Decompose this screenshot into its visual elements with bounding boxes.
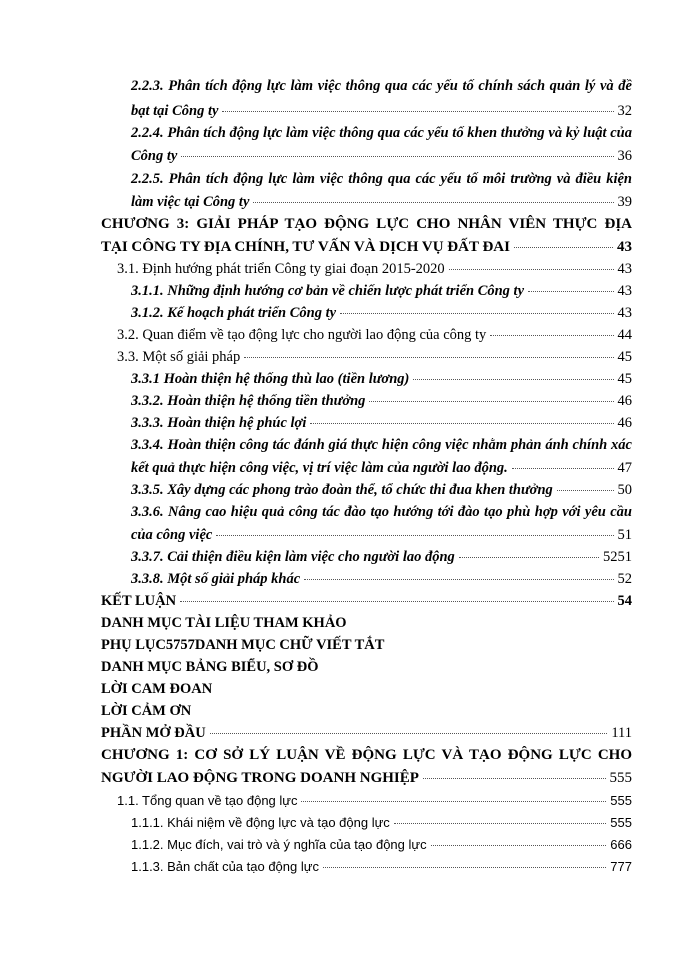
page-number: 51: [617, 527, 632, 543]
dot-leader: [413, 379, 613, 380]
toc-entry-label: 1.1. Tổng quan về tạo động lực: [117, 793, 298, 808]
page-number: 50: [617, 482, 632, 498]
chapter-3-title-line2: TẠI CÔNG TY ĐỊA CHÍNH, TƯ VẤN VÀ DỊCH VỤ ĐẤT ĐAI: [101, 239, 510, 255]
dot-leader: [369, 401, 613, 402]
toc-entry-label: 3.3. Một số giải pháp: [117, 349, 241, 365]
page-number: 555: [610, 815, 632, 830]
toc-entry-3-3-4-line2: kết quả thực hiện công việc, vị trí việc làm của người lao động.: [131, 460, 508, 476]
dot-leader: [323, 867, 606, 868]
toc-entry-1-1[interactable]: [117, 791, 632, 811]
toc-entry-1-1-3[interactable]: [131, 857, 632, 877]
dot-leader: [557, 490, 614, 491]
toc-entry-label: 1.1.2. Mục đích, vai trò và ý nghĩa của tạo động lực: [131, 837, 427, 852]
toc-entry-2-2-5-line2: làm việc tại Công ty: [131, 194, 250, 210]
dot-leader: [514, 247, 613, 248]
toc-entry-label: 3.3.5. Xây dựng các phong trào đoàn thể, tổ chức thi đua khen thưởng: [131, 482, 553, 498]
toc-entry-3-1-1[interactable]: [131, 281, 632, 301]
toc-entry-label: 3.1.2. Kế hoạch phát triển Công ty: [131, 305, 337, 321]
toc-entry-label: 3.1. Định hướng phát triển Công ty giai đoạn 2015-2020: [117, 261, 445, 277]
page-number: 36: [617, 148, 632, 164]
page-number: 32: [617, 103, 632, 119]
toc-entry-3-3-6[interactable]: [131, 525, 632, 545]
dot-leader: [253, 202, 613, 203]
page-number: 54: [617, 593, 632, 609]
page-number: 45: [617, 371, 632, 387]
dot-leader: [449, 269, 614, 270]
toc-entry-3-3[interactable]: [117, 347, 632, 367]
toc-entry-label: 3.3.3. Hoàn thiện hệ phúc lợi: [131, 415, 307, 431]
toc-entry-label: 1.1.3. Bản chất của tạo động lực: [131, 859, 319, 874]
toc-entry-2-2-4-line2: Công ty: [131, 148, 178, 164]
page-number: 43: [617, 305, 632, 321]
toc-entry-label: 1.1.1. Khái niệm về động lực và tạo động lực: [131, 815, 390, 830]
toc-entry-3-3-1[interactable]: [131, 369, 632, 389]
toc-entry-2-2-3-line2: bạt tại Công ty: [131, 103, 219, 119]
dot-leader: [528, 291, 613, 292]
dot-leader: [512, 468, 614, 469]
toc-entry-label: PHẦN MỞ ĐẦU: [101, 725, 206, 741]
toc-entry-3-3-6-line1: 3.3.6. Nâng cao hiệu quả công tác đào tạo hướng tới đào tạo phù hợp với yêu cầu: [131, 504, 632, 520]
dot-leader: [310, 423, 613, 424]
page-number: 43: [617, 283, 632, 299]
chapter-1-title-line1: CHƯƠNG 1: CƠ SỞ LÝ LUẬN VỀ ĐỘNG LỰC VÀ TẠO ĐỘNG LỰC CHO: [101, 747, 632, 763]
toc-entry-2-2-5[interactable]: [131, 192, 632, 212]
toc-entry-ket-luan[interactable]: [101, 591, 632, 611]
toc-entry-phu-luc[interactable]: PHỤ LỤC5757DANH MỤC CHỮ VIẾT TẮT: [101, 637, 385, 653]
toc-entry-label: 3.3.1 Hoàn thiện hệ thống thù lao (tiền lương): [131, 371, 410, 387]
dot-leader: [180, 601, 613, 602]
page-number: 666: [610, 837, 632, 852]
dot-leader: [181, 156, 613, 157]
dot-leader: [340, 313, 613, 314]
toc-entry-3-3-4-line1: 3.3.4. Hoàn thiện công tác đánh giá thực hiện công việc nhằm phản ánh chính xác: [131, 437, 632, 453]
page-number: 45: [617, 349, 632, 365]
page-number: 46: [617, 393, 632, 409]
toc-entry-tai-lieu-tham-khao[interactable]: DANH MỤC TÀI LIỆU THAM KHẢO: [101, 615, 347, 631]
toc-entry-phan-mo-dau[interactable]: [101, 723, 632, 743]
page-number: 47: [617, 460, 632, 476]
toc-entry-2-2-4-line1: 2.2.4. Phân tích động lực làm việc thông qua các yếu tố khen thưởng và kỷ luật của: [131, 125, 632, 141]
dot-leader: [216, 535, 613, 536]
toc-entry-1-1-2[interactable]: [131, 835, 632, 855]
toc-entry-2-2-4[interactable]: [131, 146, 632, 166]
toc-entry-1-1-1[interactable]: [131, 813, 632, 833]
page-number: 39: [617, 194, 632, 210]
toc-entry-bang-bieu[interactable]: DANH MỤC BẢNG BIỂU, SƠ ĐỒ: [101, 659, 319, 675]
dot-leader: [244, 357, 613, 358]
toc-entry-3-3-3[interactable]: [131, 413, 632, 433]
toc-entry-2-2-3-line1: 2.2.3. Phân tích động lực làm việc thông qua các yếu tố chính sách quản lý và đề: [131, 78, 632, 94]
dot-leader: [423, 778, 606, 779]
toc-entry-label: 3.3.8. Một số giải pháp khác: [131, 571, 301, 587]
toc-entry-2-2-3[interactable]: [131, 101, 632, 121]
dot-leader: [301, 801, 606, 802]
page-number: 777: [610, 859, 632, 874]
page-number: 5251: [603, 549, 632, 565]
toc-entry-label: 3.3.7. Cải thiện điều kiện làm việc cho người lao động: [131, 549, 455, 565]
dot-leader: [459, 557, 599, 558]
toc-entry-3-3-2[interactable]: [131, 391, 632, 411]
dot-leader: [304, 579, 613, 580]
toc-entry-3-1-2[interactable]: [131, 303, 632, 323]
page-number: 46: [617, 415, 632, 431]
page-number: 555: [610, 793, 632, 808]
toc-entry-label: 3.3.2. Hoàn thiện hệ thống tiền thưởng: [131, 393, 366, 409]
toc-entry-2-2-5-line1: 2.2.5. Phân tích động lực làm việc thông qua các yếu tố môi trường và điều kiện: [131, 171, 632, 187]
page-number: 43: [617, 239, 632, 255]
page-number: 111: [611, 725, 632, 741]
dot-leader: [431, 845, 607, 846]
toc-entry-3-3-6-line2: của công việc: [131, 527, 213, 543]
toc-entry-3-3-8[interactable]: [131, 569, 632, 589]
toc-entry-loi-cam-on[interactable]: LỜI CẢM ƠN: [101, 703, 192, 719]
chapter-3-title-line1: CHƯƠNG 3: GIẢI PHÁP TẠO ĐỘNG LỰC CHO NHÂN VIÊN THỰC ĐỊA: [101, 216, 632, 232]
toc-entry-chapter-3[interactable]: [101, 237, 632, 257]
chapter-1-title-line2: NGƯỜI LAO ĐỘNG TRONG DOANH NGHIỆP: [101, 770, 419, 786]
page-number: 52: [617, 571, 632, 587]
toc-entry-3-1[interactable]: [117, 259, 632, 279]
page-number: 555: [609, 770, 632, 786]
toc-entry-label: KẾT LUẬN: [101, 593, 177, 609]
toc-entry-3-2[interactable]: [117, 325, 632, 345]
toc-entry-label: 3.1.1. Những định hướng cơ bản về chiến lược phát triển Công ty: [131, 283, 525, 299]
dot-leader: [490, 335, 613, 336]
toc-entry-3-3-5[interactable]: [131, 480, 632, 500]
toc-entry-3-3-7[interactable]: [131, 547, 632, 567]
page-number: 44: [617, 327, 632, 343]
page-number: 43: [617, 261, 632, 277]
toc-entry-loi-cam-doan[interactable]: LỜI CAM ĐOAN: [101, 681, 213, 697]
dot-leader: [394, 823, 607, 824]
dot-leader: [210, 733, 608, 734]
toc-entry-label: 3.2. Quan điểm về tạo động lực cho người lao động của công ty: [117, 327, 487, 343]
toc-entry-chapter-1[interactable]: [101, 768, 632, 788]
dot-leader: [222, 111, 613, 112]
toc-entry-3-3-4[interactable]: [131, 458, 632, 478]
